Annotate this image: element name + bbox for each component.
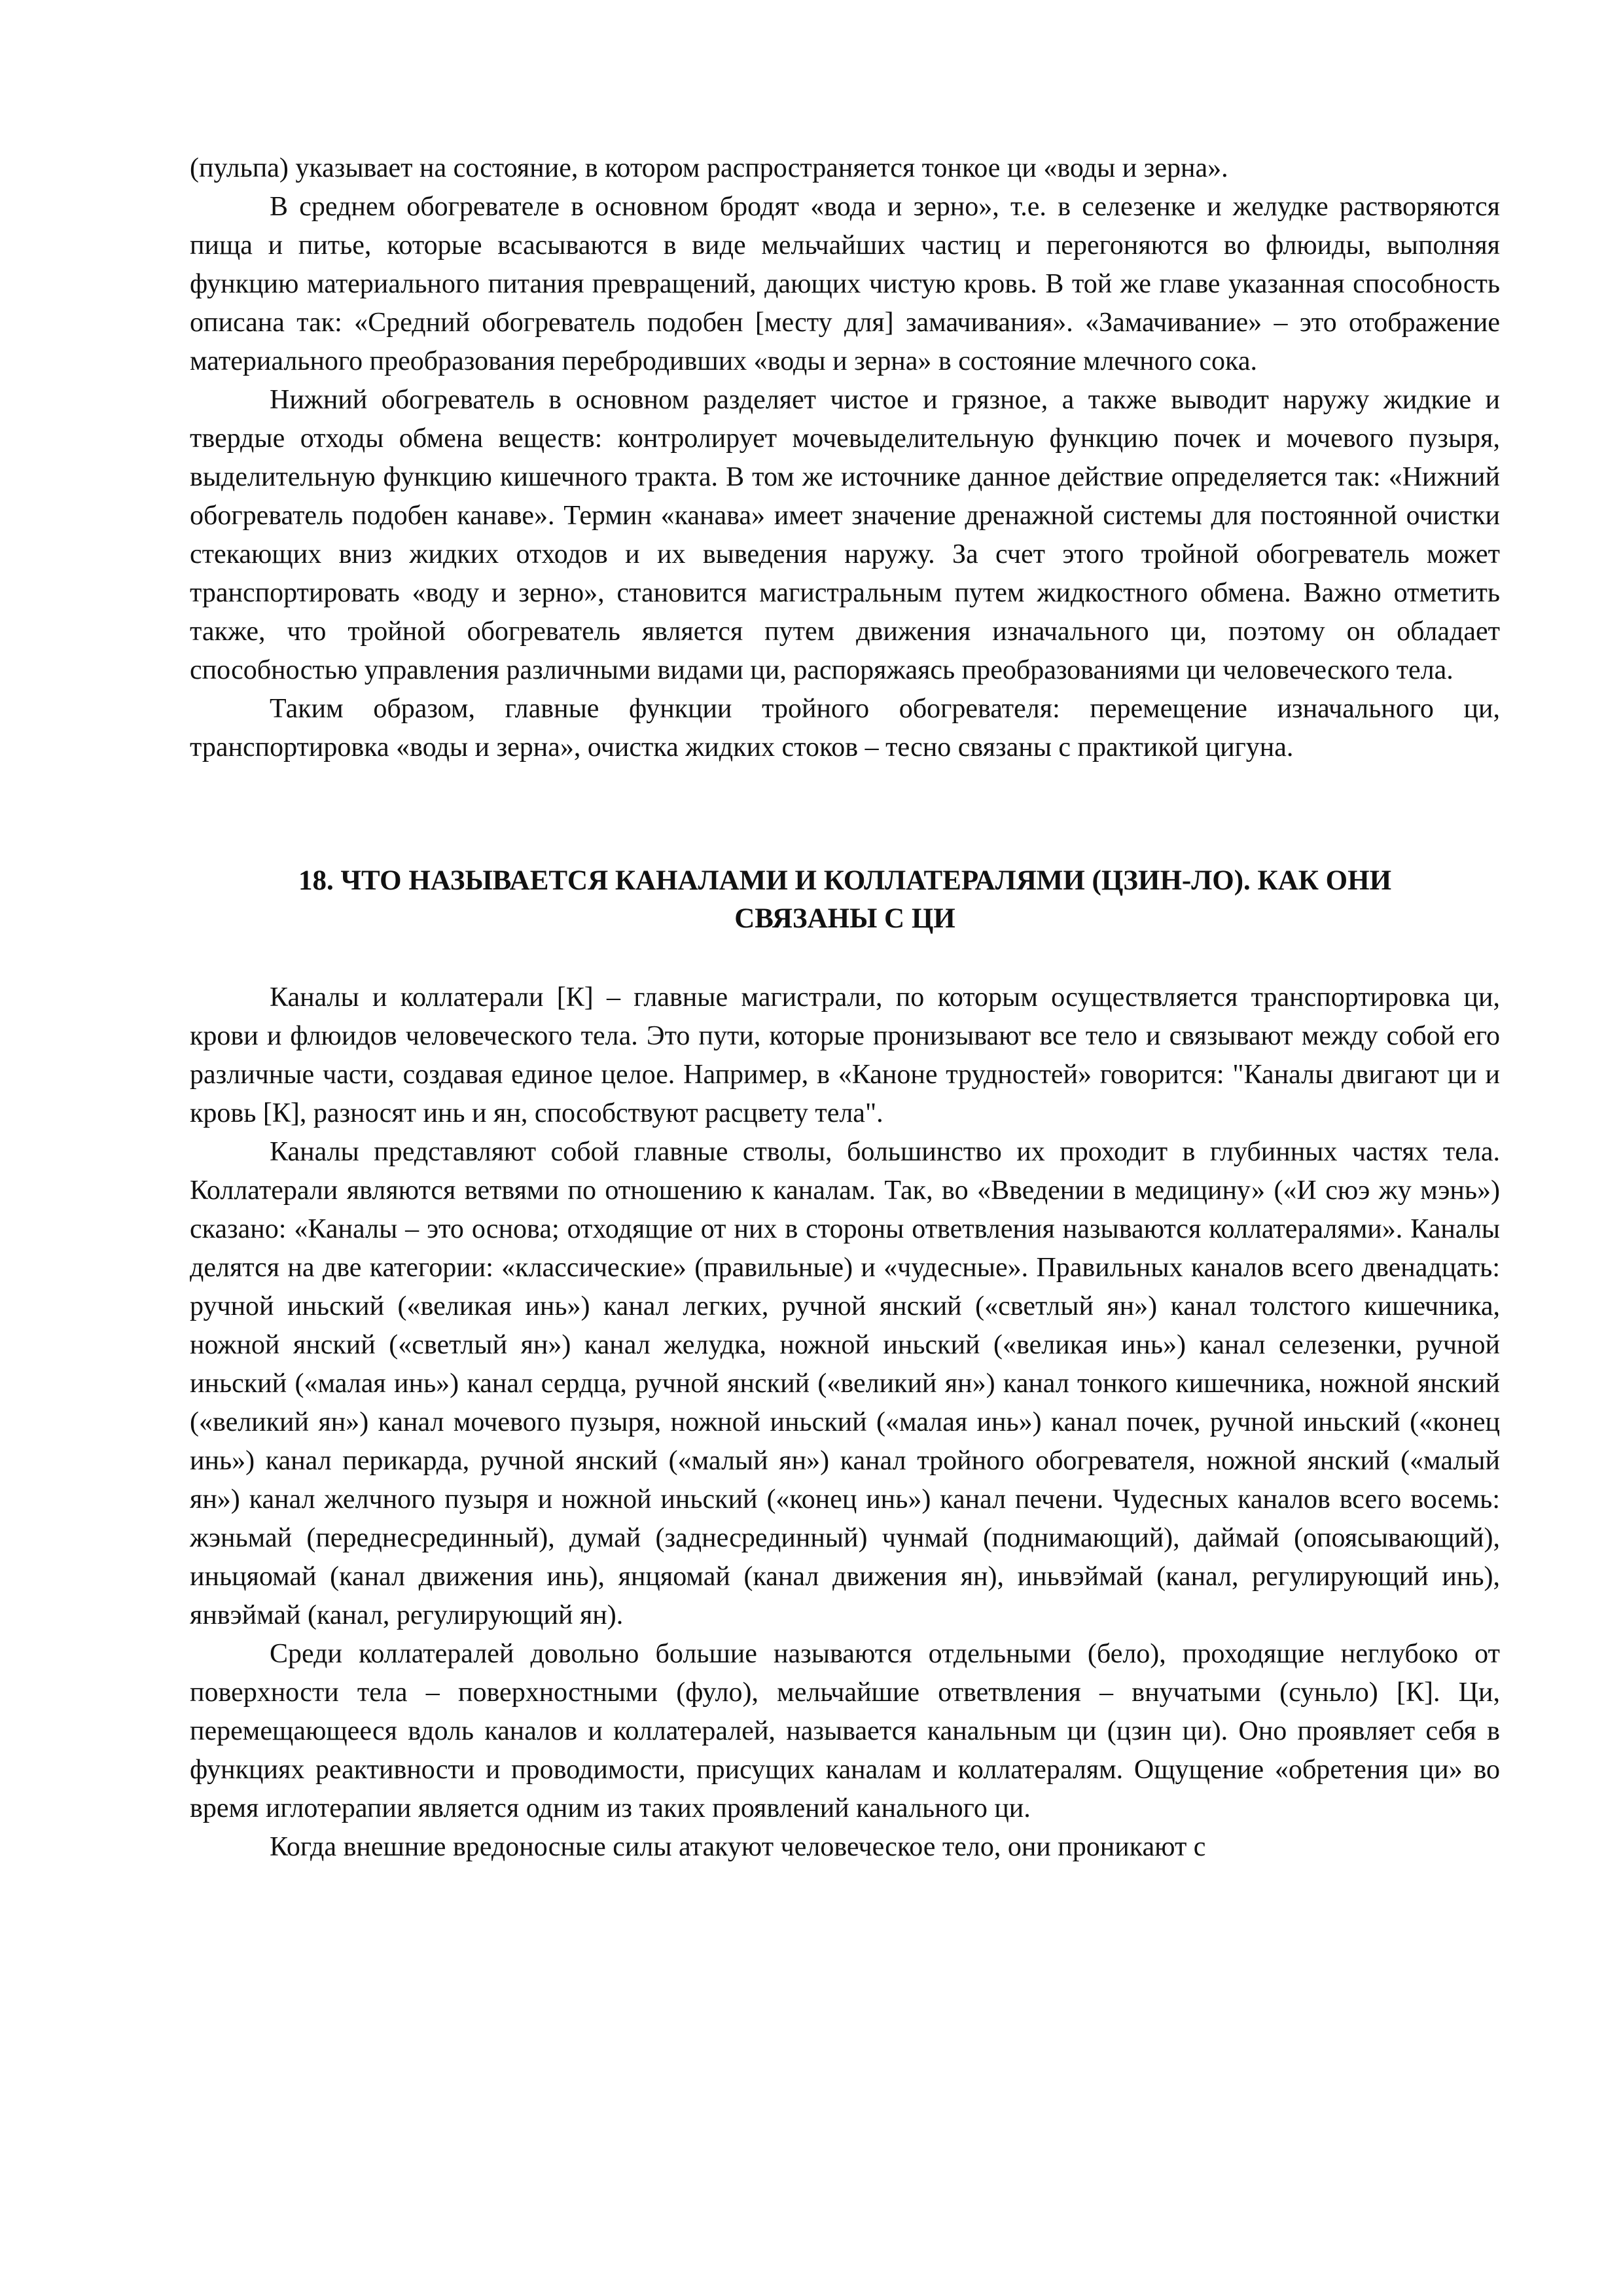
paragraph: Среди коллатералей довольно большие называются отдельными (бело), проходящие неглубоко от поверхности тела – поверхностными (фуло), мельчайшие ответвления – внучатыми (суньло) [К]. Ци, перемещающееся вдоль каналов и коллатералей, называется канальным ци (цзин ци). Оно проявляет себя в функциях реактивности и проводимости, присущих каналам и коллатералям. Ощущение «обретения ци» во время иглотерапии является одним из таких проявлений канального ци. xyxy=(190,1639,1500,1823)
paragraph: Каналы представляют собой главные стволы, большинство их проходит в глубинных частях тела. Коллатерали являются ветвями по отношению к каналам. Так, во «Введении в медицину» («И сюэ жу мэнь») сказано: «Каналы – это основа; отходящие от них в стороны ответвления называются коллатералями». Каналы делятся на две категории: «классические» (правильные) и «чудесные». Правильных каналов всего двенадцать: ручной иньский («великая инь») канал легких, ручной янский («светлый ян») канал толстого кишечника, ножной янский («светлый ян») канал желудка, ножной иньский («великая инь») канал селезенки, ручной иньский («малая инь») канал сердца, ручной янский («великий ян») канал тонкого кишечника, ножной янский («великий ян») канал мочевого пузыря, ножной иньский («малая инь») канал почек, ручной иньский («конец инь») канал перикарда, ручной янский («малый ян») канал тройного обогревателя, ножной янский («малый ян») канал желчного пузыря и ножной иньский («конец инь») канал печени. Чудесных каналов всего восемь: жэньмай (переднесрединный), думай (заднесрединный) чунмай (поднимающий), даймай (опоясывающий), иньцяомай (канал движения инь), янцяомай (канал движения ян), иньвэймай (канал, регулирующий инь), янвэймай (канал, регулирующий ян). xyxy=(190,1137,1500,1630)
paragraph: Нижний обогреватель в основном разделяет чистое и грязное, а также выводит наружу жидкие и твердые отходы обмена веществ: контролирует мочевыделительную функцию почек и мочевого пузыря, выделительную функцию кишечного тракта. В том же источнике данное действие определяется так: «Нижний обогреватель подобен канаве». Термин «канава» имеет значение дренажной системы для постоянной очистки стекающих вниз жидких отходов и их выведения наружу. За счет этого тройной обогреватель может транспортировать «воду и зерно», становится магистральным путем жидкостного обмена. Важно отметить также, что тройной обогреватель является путем движения изначального ци, поэтому он обладает способностью управления различными видами ци, распоряжаясь преобразованиями ци человеческого тела. xyxy=(190,385,1500,685)
heading-spacer xyxy=(190,938,1500,978)
paragraph: Каналы и коллатерали [К] – главные магистрали, по которым осуществляется транспортировка ци, крови и флюидов человеческого тела. Это пути, которые пронизывают все тело и связывают между собой его различные части, создавая единое целое. Например, в «Каноне трудностей» говорится: "Каналы двигают ци и кровь [К], разносят инь и ян, способствуют расцвету тела". xyxy=(190,982,1500,1128)
paragraph: Таким образом, главные функции тройного обогревателя: перемещение изначального ци, транспортировка «воды и зерна», очистка жидких стоков – тесно связаны с практикой цигуна. xyxy=(190,694,1500,762)
document-page xyxy=(190,149,1500,1867)
paragraph: Когда внешние вредоносные силы атакуют человеческое тело, они проникают с xyxy=(270,1832,1206,1862)
section-18-channels xyxy=(190,862,1500,1867)
paragraph: В среднем обогревателе в основном бродят «вода и зерно», т.е. в селезенке и желудке растворяются пища и питье, которые всасываются в виде мельчайших частиц и перегоняются во флюиды, выполняя функцию материального питания превращений, дающих чистую кровь. В той же главе указанная способность описана так: «Средний обогреватель подобен [месту для] замачивания». «Замачивание» – это отображение материального преобразования перебродивших «воды и зерна» в состояние млечного сока. xyxy=(190,192,1500,376)
section-heading-line-2: СВЯЗАНЫ С ЦИ xyxy=(734,903,955,934)
section-triple-warmer-continuation xyxy=(190,149,1500,767)
section-heading-line-1: 18. ЧТО НАЗЫВАЕТСЯ КАНАЛАМИ И КОЛЛАТЕРАЛЯМИ (ЦЗИН-ЛО). КАК ОНИ xyxy=(298,865,1392,896)
section-heading xyxy=(190,862,1500,938)
paragraph: (пульпа) указывает на состояние, в котором распространяется тонкое ци «воды и зерна». xyxy=(190,153,1228,183)
